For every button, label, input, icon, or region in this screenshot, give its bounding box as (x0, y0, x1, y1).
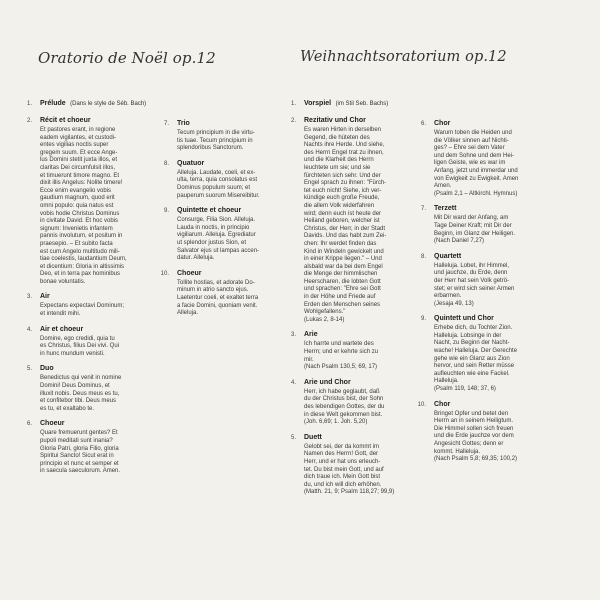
movement-text: Tollite hostias, et adorate Do- minum in atrio sancto ejus. Laetentur coeli, et exaltet terra a facie Domini, quoniam venit. Alleluja. (177, 279, 259, 317)
movement-text: Alleluja. Laudate, coeli, et ex- ulta, terra, quia consolatus est Dominus populum suum; et pauperum suorum Misereibitur. (177, 169, 260, 199)
movement-number: 2. (290, 118, 296, 124)
movement-heading (282, 92, 437, 110)
movement-entry (18, 92, 168, 110)
movement-text: Bringet Opfer und betet den Herrn an in seinem Heiligtum. Die Himmel sollen sich freuen und die Erde jauchze vor dem Angesicht Gottes; denn er kommt. Halleluja. (Nach Psalm 5,8; 69,35; 100,2) (434, 410, 518, 463)
movement-entry (18, 117, 168, 286)
movement-heading (18, 92, 168, 110)
movement-entry (282, 92, 437, 110)
movement-text: Et pastores erant, in regione eadem vigilantes, et custodi- entes vigilias noctis super gregem suum. Et ecce Ange- lus Domini stetit juxta illos, et claritas Dei circumfulsit illos, et timuerunt timore magno. Et dixit illis Angelus: Nolite timere! Ecce enim evangelio vobis gaudium magnum, quod erit omni populo: quia natus est vobis hodie Christus Dominus in civitate David. Et hoc vobis signum: Invenietis infantem pannis involutum, et positum in praesepio. – Et subito facta est cum Angelo multitudo mili- tiae coelestis, laudantium Deum, et dicentium: Gloria in altissimis Deo, et in terra pax hominibus bonae voluntatis. (40, 127, 127, 285)
movement-number: 4. (290, 379, 296, 386)
movement-text: Erhebe dich, du Tochter Zion. Halleluja. Lobsinge in der Nacht, zu Beginn der Nacht- wache! Halleluja. Der Gerechte gehe wie ein Glanz aus Zion hervor, und sein Retter müsse aufleuchten wie eine Fackel. Halleluja. (Psalm 119, 148; 37, 6) (434, 325, 518, 393)
movement-heading (412, 315, 582, 322)
movement-text: Halleluja. Lobet, ihr Himmel, und jauchze, du Erde, denn der Herr hat sein Volk getrö- stet; er wird sich seiner Armen erbarmen. (Jesaja 49, 13) (434, 262, 515, 307)
german-column-right (412, 120, 582, 471)
movement-text: Ich harrte und wartete des Herrn; und er kehrte sich zu mir. (Nach Psalm 130,5; 69, 17) (304, 341, 379, 371)
movement-entry (18, 293, 168, 318)
movement-number: 5. (290, 434, 296, 441)
movement-title: Terzett (434, 205, 457, 213)
movement-heading (18, 117, 168, 124)
movement-number: 1. (290, 101, 296, 107)
movement-title: Choeur (177, 269, 202, 277)
movement-heading (155, 160, 295, 167)
movement-title: Vorspiel (304, 100, 332, 107)
movement-title: Chor (434, 120, 451, 127)
movement-entry (155, 120, 295, 153)
french-column-left (18, 92, 168, 483)
movement-heading (155, 120, 295, 127)
movement-number: 2. (26, 118, 32, 124)
movement-entry (412, 205, 582, 245)
movement-title: Quintett und Chor (434, 315, 494, 323)
movement-text: Consurge, Filia Sion. Alleluja. Lauda in noctis, in principio vigiliarum. Alleluja. Egrediatur ut splendor justus Sion, et Salvator ejus ut lampas accen- datur. Alleluja. (177, 217, 260, 262)
movement-entry (155, 270, 295, 318)
movement-title: Duo (40, 365, 54, 373)
movement-heading (155, 270, 295, 277)
movement-title: Air et choeur (40, 325, 84, 333)
movement-title: Rezitativ und Chor (304, 117, 366, 124)
movement-entry (412, 253, 582, 309)
movement-title: Trio (177, 120, 190, 127)
movement-text: Quare fremuerunt gentes? Et pupoli meditati sunt inania? Gloria Patri, gloria Filio, gloria Spiritui Sancto! Sicut erat in principio et nunc et semper et in saecula saeculorum. Amen. (40, 430, 121, 475)
movement-heading (412, 401, 582, 408)
movement-entry (155, 207, 295, 263)
movement-text: Es waren Hirten in derselben Gegend, die hüteten des Nachts ihre Herde. Und siehe, des Herrn Engel trat zu ihnen, und die Klarheit des Herrn leuchtete um sie; und sie fürchteten sich sehr. Und der Engel sprach zu ihnen: "Fürch- tet euch nicht! Siehe, ich ver- kündige euch große Freude, die allem Volk widerfahren wird; denn euch ist heute der Heiland geboren, welcher ist Christus, der Herr, in der Stadt Davids. Und das habt zum Zei- chen: Ihr werdet finden das Kind in Windeln gewickelt und in einer Krippe liegen." – Und alsbald war da bei dem Engel die Menge der himmlischen Heerscharen, die lobten Gott und sprachen: "Ehre sei Gott in der Höhe und Friede auf Erden den Menschen seines Wohlgefallens." (Lukas 2, 8-14) (304, 127, 387, 323)
movement-heading (155, 207, 295, 214)
movement-text: Expectans expectavi Dominum; et intendit mihi. (40, 303, 125, 318)
movement-heading (18, 365, 168, 372)
movement-entry (412, 401, 582, 464)
movement-entry (18, 420, 168, 476)
movement-entry (18, 365, 168, 413)
movement-entry (155, 160, 295, 200)
movement-number: 9. (420, 316, 426, 323)
movement-title: Quartett (434, 252, 462, 260)
movement-entry (412, 315, 582, 393)
movement-title: Quintette et choeur (177, 207, 242, 215)
movement-heading (412, 120, 582, 127)
movement-text: Herr, ich habe geglaubt, daß du der Christus bist, der Sohn des lebendigen Gottes, der du in diese Welt gekommen bist. (Joh. 6,69; 1. Joh. 5,20) (304, 388, 385, 426)
movement-heading (412, 205, 582, 212)
movement-title: Récit et choeur (40, 117, 91, 124)
movement-number: 10. (417, 401, 426, 408)
movement-text: Mit Dir ward der Anfang, am Tage Deiner Kraft; mit Dir der Beginn, im Glanz der Heiligen. (Nach Daniel 7,27) (434, 215, 516, 245)
movement-number: 8. (420, 253, 426, 260)
movement-subtitle: (im Stil Seb. Bachs) (335, 101, 389, 107)
movement-text: Warum toben die Heiden und die Völker sinnen auf Nichti- ges? – Ehre sei dem Vater und dem Sohne und dem Hei- ligen Geiste, wie es war im Anfang, jetzt und immerdar und von Ewigkeit zu Ewigkeit. Amen Amen. (Psalm 2,1 – Altkirchl. Hymnus) (434, 130, 519, 197)
movement-heading (18, 326, 168, 333)
french-column-right (155, 120, 295, 325)
movement-entry (412, 120, 582, 198)
movement-subtitle: (Dans le style de Séb. Bach) (70, 101, 147, 107)
movement-title: Arie und Chor (304, 378, 351, 386)
movement-number: 5. (26, 366, 32, 373)
movement-text: Domine, ego credidi, quia tu es Christus, filius Dei vivi. Qui in hunc mundum venisti. (40, 335, 120, 357)
movement-number: 8. (163, 160, 169, 167)
movement-text: Gelobt sei, der da kommt im Namen des Herrn! Gott, der Herr, und er hat uns erleuch- tet. Du bist mein Gott, und auf dich traue ich. Mein Gott bist du, und ich will dich erhöhen. (Matth. 21, 9; Psalm 118,27; 99,9) (304, 443, 395, 496)
movement-text: Tecum principium in die virtu- tis tuae. Tecum principium in splendoribus Sanctorum. (177, 130, 255, 152)
movement-title: Prélude (40, 100, 66, 107)
movement-heading (412, 253, 582, 260)
movement-title: Choeur (40, 420, 65, 428)
movement-number: 7. (420, 206, 426, 213)
movement-title: Arie (304, 331, 318, 339)
movement-heading (18, 420, 168, 427)
movement-number: 7. (163, 121, 169, 127)
movement-heading (18, 293, 168, 300)
title-french: Oratorio de Noël op.12 (38, 49, 216, 67)
movement-number: 6. (26, 421, 32, 428)
movement-number: 1. (26, 101, 32, 107)
movement-entry (18, 326, 168, 359)
movement-number: 6. (420, 121, 426, 127)
movement-title: Air (40, 293, 50, 301)
movement-number: 9. (163, 208, 169, 215)
movement-number: 4. (26, 326, 32, 333)
movement-title: Quatuor (177, 159, 205, 167)
movement-number: 3. (290, 332, 296, 339)
movement-number: 3. (26, 294, 32, 301)
title-german: Weihnachtsoratorium op.12 (300, 49, 507, 65)
movement-title: Duett (304, 433, 322, 441)
movement-number: 10. (160, 270, 169, 277)
movement-text: Benedictus qui venit in nomine Domini! Deus Dominus, et illuxit nobis. Deus meus es tu, et confitebor tibi. Deus meus es tu, et exaltabo te. (40, 375, 122, 412)
movement-title: Chor (434, 400, 451, 408)
